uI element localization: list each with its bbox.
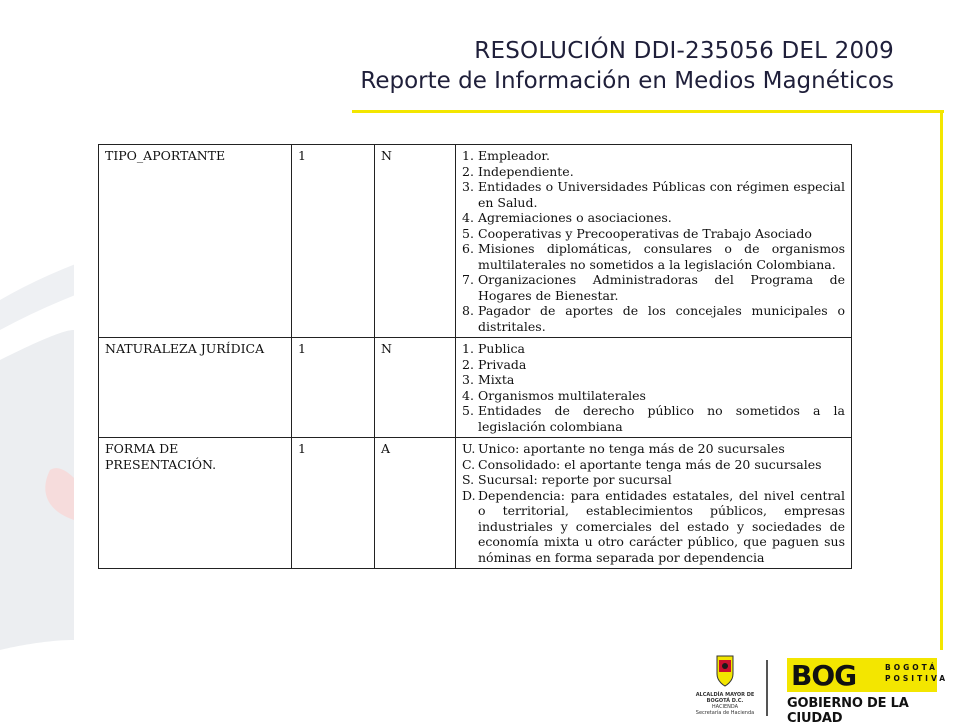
- field-type: N: [375, 338, 456, 438]
- field-length: 1: [292, 145, 375, 338]
- alcaldia-dept: HACIENDA: [711, 704, 739, 710]
- bog-letters: BOG: [791, 659, 857, 692]
- list-item: 5. Entidades de derecho público no sometidos a la legislación colombiana: [462, 403, 845, 434]
- table-row: [99, 145, 852, 338]
- list-item: 1. Publica: [462, 341, 525, 356]
- title-report: Reporte de Información en Medios Magnéticos: [360, 68, 894, 94]
- list-item: 6. Misiones diplomáticas, consulares o de organismos multilaterales no sometidos a la legislación Colombiana.: [462, 241, 845, 272]
- field-name: TIPO_APORTANTE: [99, 145, 292, 338]
- field-description: [456, 438, 852, 569]
- list-item: C. Consolidado: el aportante tenga más de 20 sucursales: [462, 456, 822, 472]
- slide-title: [360, 36, 894, 96]
- field-length: 1: [292, 438, 375, 569]
- alcaldia-name: ALCALDÍA MAYOR DE BOGOTÁ D.C.: [695, 692, 755, 704]
- field-type: N: [375, 145, 456, 338]
- accent-line-vertical: [940, 110, 943, 650]
- field-description: [456, 338, 852, 438]
- alcaldia-sub: Secretaría de Hacienda: [695, 710, 755, 716]
- scanned-document: [74, 128, 874, 638]
- list-item: D. Dependencia: para entidades estatales, del nivel central o territorial, establecimientos públicos, empresas industriales y comerciales del estado y sociedades de economía mixta u otro carácter público, que paguen sus nóminas en forma separada por dependencia: [462, 487, 845, 565]
- list-item: 3. Mixta: [462, 372, 515, 387]
- bog-subtitle: GOBIERNO DE LA CIUDAD: [787, 696, 909, 726]
- field-name: NATURALEZA JURÍDICA: [99, 338, 292, 438]
- title-resolution: RESOLUCIÓN DDI-235056 DEL 2009: [474, 38, 894, 64]
- list-item: 4. Agremiaciones o asociaciones.: [462, 210, 672, 225]
- bogota-positiva-logo: [787, 658, 949, 726]
- logo-separator: [766, 660, 768, 716]
- list-item: U. Unico: aportante no tenga más de 20 sucursales: [462, 441, 785, 456]
- field-length: 1: [292, 338, 375, 438]
- list-item: 2. Independiente.: [462, 163, 574, 179]
- list-item: S. Sucursal: reporte por sucursal: [462, 472, 672, 487]
- field-name: FORMA DE PRESENTACIÓN.: [99, 438, 292, 569]
- list-item: 8. Pagador de aportes de los concejales municipales o distritales.: [462, 303, 845, 334]
- list-item: 5. Cooperativas y Precooperativas de Trabajo Asociado: [462, 225, 812, 241]
- list-item: 3. Entidades o Universidades Públicas con régimen especial en Salud.: [462, 179, 845, 210]
- list-item: 4. Organismos multilaterales: [462, 387, 646, 403]
- field-description: [456, 145, 852, 338]
- coat-of-arms-icon: [690, 652, 760, 692]
- list-item: 7. Organizaciones Administradoras del Programa de Hogares de Bienestar.: [462, 272, 845, 303]
- field-table: [98, 144, 852, 569]
- list-item: 1. Empleador.: [462, 148, 550, 163]
- field-type: A: [375, 438, 456, 569]
- list-item: 2. Privada: [462, 356, 527, 372]
- table-row: [99, 338, 852, 438]
- bog-side-text: BOGOTÁ POSITIVA: [885, 663, 949, 683]
- accent-line-horizontal: [352, 110, 944, 113]
- table-row: [99, 438, 852, 569]
